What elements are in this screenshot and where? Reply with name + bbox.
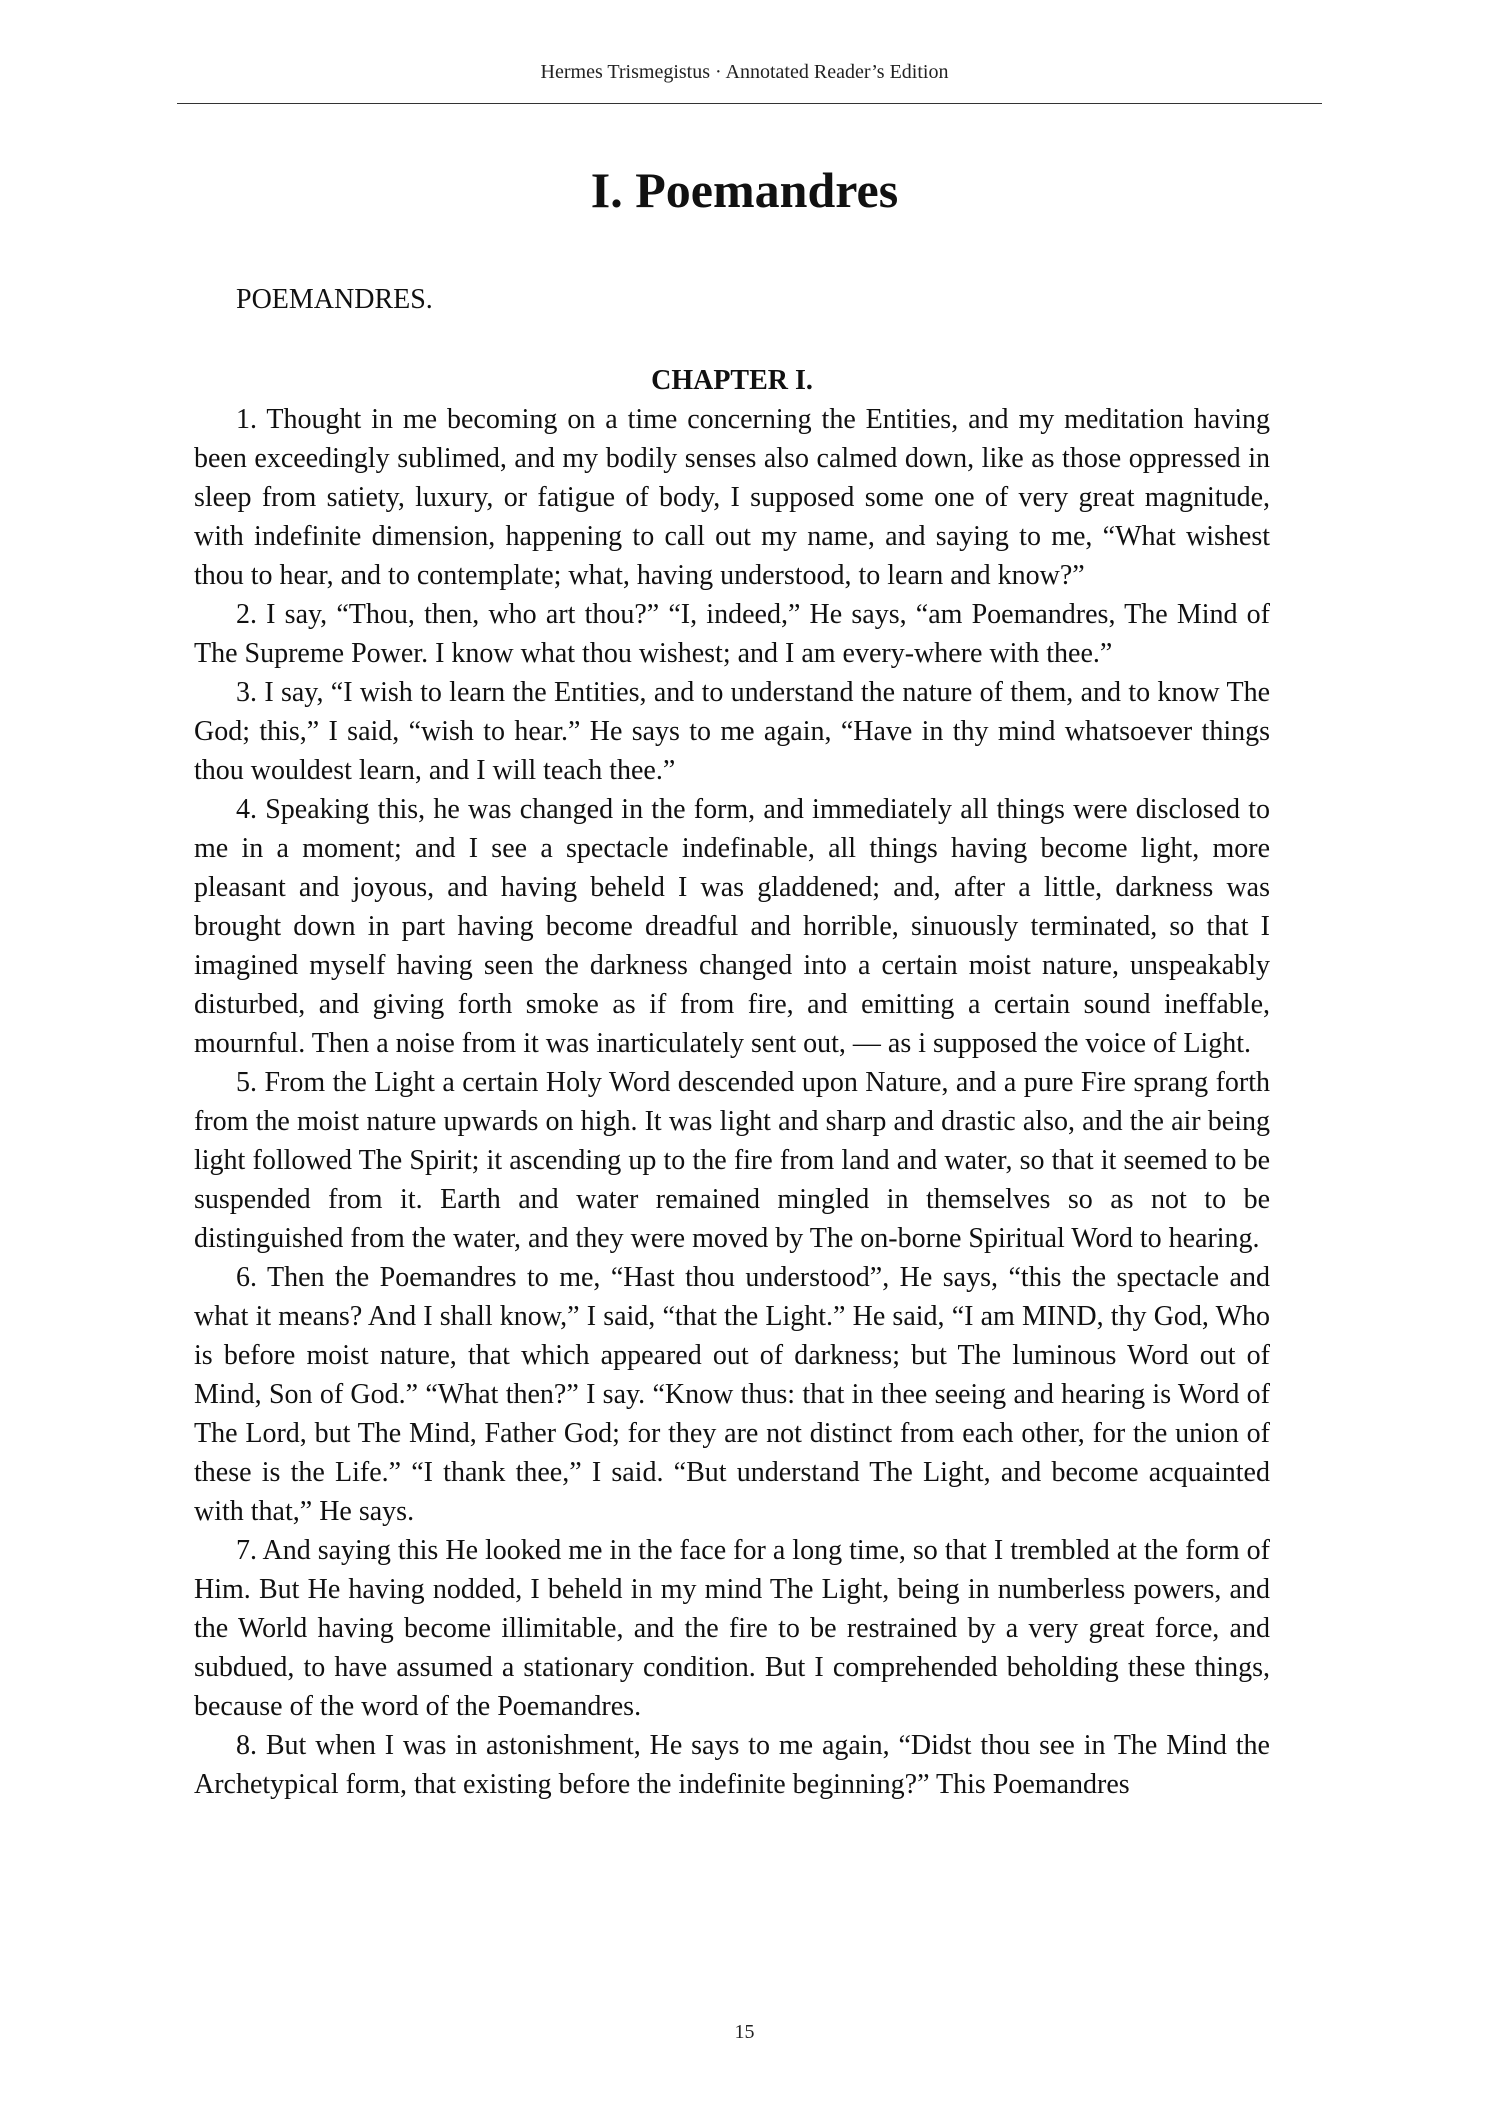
section-label: POEMANDRES. xyxy=(236,284,433,315)
header-rule xyxy=(177,103,1322,104)
running-header: Hermes Trismegistus · Annotated Reader’s Edition xyxy=(540,61,949,83)
paragraph-8: 8. But when I was in astonishment, He says to me again, “Didst thou see in The Mind the Archetypical form, that existing before the indefinite beginning?” This Poemandres xyxy=(194,1730,1270,1800)
paragraph-4: 4. Speaking this, he was changed in the form, and immediately all things were disclosed to me in a moment; and I see a spectacle indefinable, all things having become light, more pleasant and joyous, and having beheld I was gladdened; and, after a little, darkness was brought down in part having become dreadful and horrible, sinuously terminated, so that I imagined myself having seen the darkness changed into a certain moist nature, unspeakably disturbed, and giving forth smoke as if from fire, and emitting a certain sound ineffable, mournful. Then a noise from it was inarticulately sent out, — as i supposed the voice of Light. xyxy=(194,794,1270,1059)
chapter-heading: CHAPTER I. xyxy=(651,365,813,396)
chapter-title: I. Poemandres xyxy=(590,162,899,218)
paragraph-5: 5. From the Light a certain Holy Word descended upon Nature, and a pure Fire sprang forth from the moist nature upwards on high. It was light and sharp and drastic also, and the air being light followed The Spirit; it ascending up to the fire from land and water, so that it seemed to be suspended from it. Earth and water remained mingled in themselves so as not to be distinguished from the water, and they were moved by The on-borne Spiritual Word to hearing. xyxy=(194,1067,1270,1254)
paragraph-7: 7. And saying this He looked me in the face for a long time, so that I trembled at the form of Him. But He having nodded, I beheld in my mind The Light, being in numberless powers, and the World having become illimitable, and the fire to be restrained by a very great force, and subdued, to have assumed a stationary condition. But I comprehended beholding these things, because of the word of the Poemandres. xyxy=(194,1535,1270,1722)
paragraph-2: 2. I say, “Thou, then, who art thou?” “I, indeed,” He says, “am Poemandres, The Mind of The Supreme Power. I know what thou wishest; and I am every-where with thee.” xyxy=(194,599,1270,669)
paragraph-6: 6. Then the Poemandres to me, “Hast thou understood”, He says, “this the spectacle and what it means? And I shall know,” I said, “that the Light.” He said, “I am MIND, thy God, Who is before moist nature, that which appeared out of darkness; but The luminous Word out of Mind, Son of God.” “What then?” I say. “Know thus: that in thee seeing and hearing is Word of The Lord, but The Mind, Father God; for they are not distinct from each other, for the union of these is the Life.” “I thank thee,” I said. “But understand The Light, and become acquainted with that,” He says. xyxy=(194,1262,1270,1527)
body-text xyxy=(194,280,1270,1804)
paragraph-1: 1. Thought in me becoming on a time concerning the Entities, and my meditation having been exceedingly sublimed, and my bodily senses also calmed down, like as those oppressed in sleep from satiety, luxury, or fatigue of body, I supposed some one of very great magnitude, with indefinite dimension, happening to call out my name, and saying to me, “What wishest thou to hear, and to contemplate; what, having understood, to learn and know?” xyxy=(194,404,1270,591)
paragraph-3: 3. I say, “I wish to learn the Entities, and to understand the nature of them, and to know The God; this,” I said, “wish to hear.” He says to me again, “Have in thy mind whatsoever things thou wouldest learn, and I will teach thee.” xyxy=(194,677,1270,786)
page-number: 15 xyxy=(734,2021,755,2043)
